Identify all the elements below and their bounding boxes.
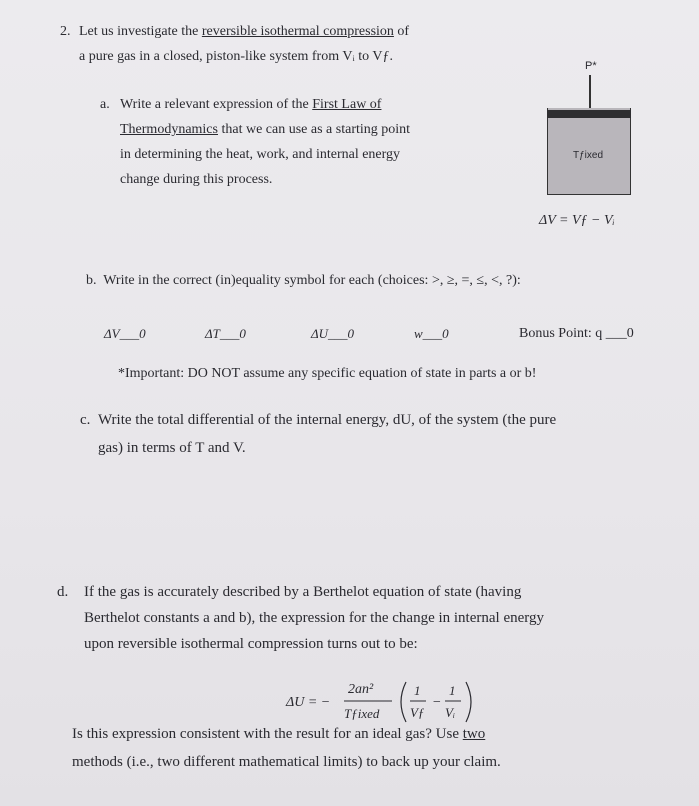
- question-intro-line1: Let us investigate the reversible isothermal compression of: [79, 24, 410, 39]
- delta-u-equation: [286, 676, 496, 733]
- blank-delta-t: ΔT___0: [205, 326, 246, 341]
- eq-minus: −: [432, 695, 442, 710]
- part-c-line1: Write the total differential of the internal energy, dU, of the system (the pure: [98, 412, 557, 428]
- part-a-line3: in determining the heat, work, and internal energy: [120, 147, 401, 162]
- temperature-label: Tƒixed: [573, 150, 604, 161]
- part-d-question-line2: methods (i.e., two different mathematical limits) to back up your claim.: [72, 754, 501, 770]
- piston: [547, 110, 631, 118]
- important-note: *Important: DO NOT assume any specific equation of state in parts a or b!: [118, 366, 537, 381]
- part-c-line2: gas) in terms of T and V.: [98, 440, 246, 456]
- eq-term2-num: 1: [449, 683, 456, 698]
- eq-term2-den: Vᵢ: [445, 705, 455, 720]
- delta-v-equation: ΔV = Vƒ − Vᵢ: [539, 213, 615, 228]
- reversible-isothermal-compression-underlined: reversible isothermal compression: [201, 24, 394, 39]
- part-d-line3: upon reversible isothermal compression turns out to be:: [84, 636, 418, 652]
- part-c-label: c.: [80, 412, 91, 428]
- eq-numerator: 2an²: [348, 682, 374, 697]
- blank-work: w___0: [414, 326, 449, 341]
- eq-denominator: Tƒixed: [344, 706, 380, 721]
- eq-lhs: ΔU = −: [286, 695, 331, 710]
- blank-delta-u: ΔU___0: [311, 326, 355, 341]
- part-d-line2: Berthelot constants a and b), the expression for the change in internal energy: [84, 610, 544, 626]
- part-a-line4: change during this process.: [120, 172, 273, 187]
- part-d-label: d.: [57, 584, 69, 600]
- question-number: 2.: [60, 24, 71, 39]
- part-a-label: a.: [100, 97, 110, 112]
- part-a-line1: Write a relevant expression of the First Law of: [120, 97, 382, 112]
- eq-term1-num: 1: [414, 683, 421, 698]
- pressure-label: P*: [585, 60, 597, 72]
- bonus-point: Bonus Point: q ___0: [519, 326, 634, 341]
- part-d-question-line1: Is this expression consistent with the result for an ideal gas? Use two: [72, 726, 486, 742]
- blank-delta-v: ΔV___0: [104, 326, 146, 341]
- eq-term1-den: Vƒ: [410, 705, 425, 720]
- part-d-line1: If the gas is accurately described by a Berthelot equation of state (having: [84, 584, 522, 600]
- part-b-line: b. Write in the correct (in)equality symbol for each (choices: >, ≥, =, ≤, <, ?):: [86, 273, 521, 288]
- part-a-line2: Thermodynamics that we can use as a starting point: [120, 122, 411, 137]
- question-intro-line2: a pure gas in a closed, piston-like system from Vᵢ to Vƒ.: [79, 49, 394, 64]
- equation-svg: [286, 676, 496, 728]
